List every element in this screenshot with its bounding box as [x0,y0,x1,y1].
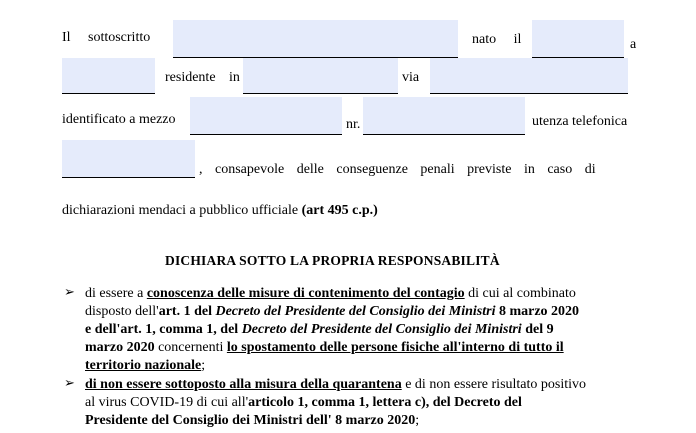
bullet1-line1: di essere a conoscenza delle misure di contenimento del contagio di cui al combinato [85,286,576,301]
bullet1-line4: marzo 2020 concernenti lo spostamento delle persone fisiche all'interno di tutto il [85,340,564,355]
bullet-arrow-icon: ➢ [64,376,75,391]
birth-place-field[interactable] [62,58,155,94]
dichiarazioni-plain: dichiarazioni mendaci a pubblico ufficiale [62,203,299,218]
bullet1-line5: territorio nazionale; [85,358,206,373]
label-utenza: utenza telefonica [532,114,628,129]
label-nr: nr. [346,117,361,132]
residence-field[interactable] [243,58,398,94]
bullet2-line1: di non essere sottoposto alla misura della quarantena e di non essere risultato positivo [85,377,587,392]
label-nato-il: nato il [472,32,522,47]
label-il: Il [62,30,71,45]
document-field[interactable] [190,97,342,135]
street-field[interactable] [430,58,628,94]
art-ref: (art 495 c.p.) [301,203,378,218]
bullet2-line3: Presidente del Consiglio dei Ministri dell' 8 marzo 2020; [85,413,420,428]
label-via: via [402,70,420,85]
birth-date-field[interactable] [532,20,624,58]
document-number-field[interactable] [363,97,525,135]
bullet2-line2: al virus COVID-19 di cui all'articolo 1, comma 1, lettera c), del Decreto del [85,395,522,410]
label-identificato: identificato a mezzo [62,112,176,127]
phone-field[interactable] [62,140,195,178]
label-sottoscritto: sottoscritto [88,30,151,45]
label-residente-in: residente in [165,70,240,85]
bullet1-line2: disposto dell'art. 1 del Decreto del Presidente del Consiglio dei Ministri 8 marzo 2020 [85,304,580,319]
dichiarazioni-text [62,203,378,219]
label-a: a [630,37,637,52]
consapevole-text: , consapevole delle conseguenze penali previste in caso di [199,162,596,177]
declaration-heading: DICHIARA SOTTO LA PROPRIA RESPONSABILITÀ [165,253,500,268]
bullet1-line3: e dell'art. 1, comma 1, del Decreto del Presidente del Consiglio dei Ministri del 9 [85,322,554,337]
bullet-arrow-icon: ➢ [64,285,75,300]
name-field[interactable] [173,20,458,58]
